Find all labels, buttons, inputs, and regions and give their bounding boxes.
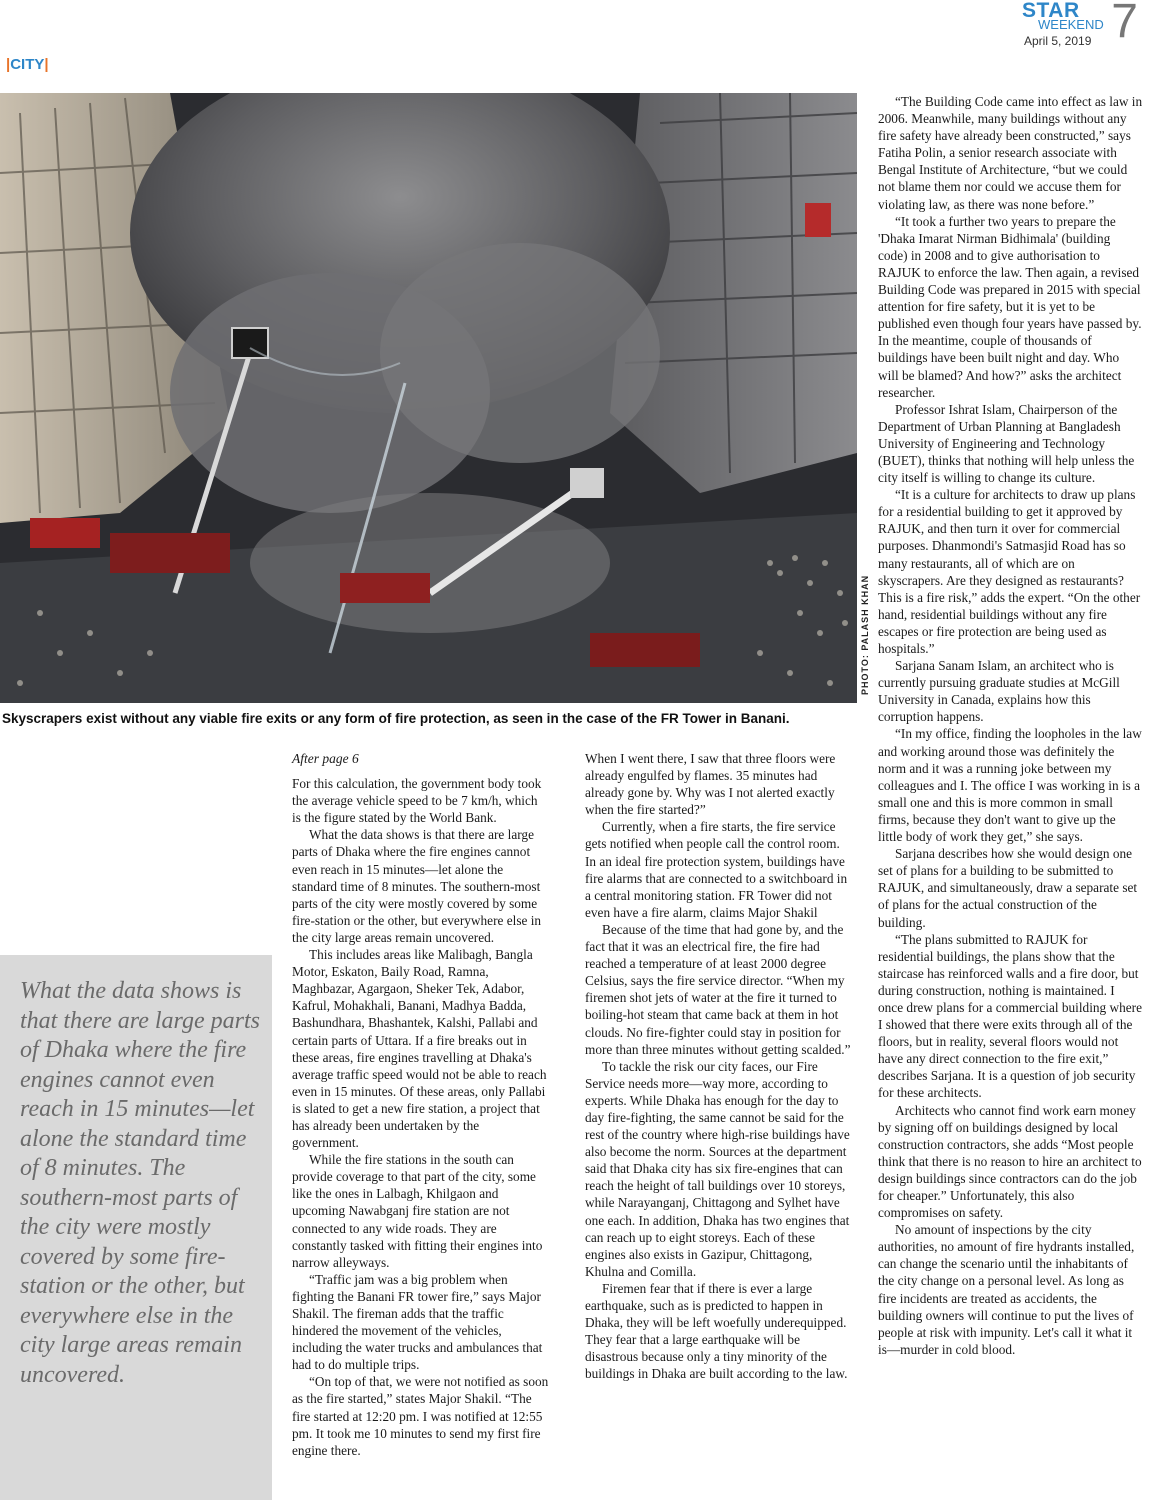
- section-bar-right: |: [44, 56, 49, 73]
- article-paragraph: To tackle the risk our city faces, our Fire Service needs more—way more, according to experts. While Dhaka has enough for the day to day fire-fighting, the same cannot be said for the rest of the country where high-rise buildings have also become the norm. Sources at the department said that Dhaka city has six fire-engines that can reach the height of tall buildings over 10 storeys, while Narayanganj, Chittagong and Sylhet have one each. In addition, Dhaka has two engines that can reach up to eight storeys. Each of these engines also exists in Gazipur, Chittagong, Khulna and Comilla.: [585, 1058, 850, 1279]
- article-paragraph: Sarjana Sanam Islam, an architect who is currently pursuing graduate studies at McGill University in Canada, explains how this corruption happens.: [878, 658, 1120, 725]
- article-paragraph: For this calculation, the government body took the average vehicle speed to be 7 km/h, which is the figure stated by the World Bank.: [292, 776, 542, 826]
- article-column-1: [292, 750, 549, 1459]
- issue-date: April 5, 2019: [1024, 34, 1092, 48]
- masthead: [1020, 0, 1140, 52]
- fire-truck-4: [590, 633, 700, 667]
- article-paragraph: “It is a culture for architects to draw up plans for a residential building to get it approved by RAJUK, and then turn it over for commercial purposes. Dhanmondi's Satmasjid Road has so many restaurants, all of which are on skyscrapers. Are they designed as restaurants? This is a fire risk,” adds the expert. “On the other hand, residential buildings without any fire escapes or fire protection are being used as hospitals.”: [878, 487, 1141, 656]
- masthead-star-logo: STAR: [1022, 0, 1080, 22]
- smoke-street: [250, 493, 610, 633]
- photo-credit-text: PHOTO: PALASH KHAN: [860, 574, 870, 695]
- article-paragraph: “In my office, finding the loopholes in the law and working around those was definitely the norm and it was a running joke between my colleagues and I. The office I was working in is a small one and this is more common in small firms, because they don't want to give up the little body of work they get,” she says.: [878, 726, 1142, 845]
- article-column-3: [878, 93, 1143, 1358]
- fire-truck-2: [110, 533, 230, 573]
- article-paragraph: Because of the time that had gone by, and the fact that it was an electrical fire, the fire had reached a temperature of at least 2000 degree Celsius, says the fire service director. “When my firemen shot jets of water at the fire it turned to boiling-hot steam that came back at them in hot clouds. No fire-fighter could stay in position for more than three minutes without getting scalded.”: [585, 921, 851, 1057]
- pull-quote-text: What the data shows is that there are large parts of Dhaka where the fire engines cannot even reach in 15 minutes—let alone the standard time of 8 minutes. The southern-most parts of the city were mostly covered by some fire-station or the other, but everywhere else in the city large areas remain uncovered.: [20, 978, 260, 1388]
- article-paragraph: This includes areas like Malibagh, Bangla Motor, Eskaton, Baily Road, Ramna, Maghbazar, Agargaon, Sheker Tek, Adabor, Kafrul, Mohakhali, Banani, Madhya Badda, Bashundhara, Bhashantek, Kalshi, Pallabi and certain parts of Uttara. If a fire breaks out in these areas, fire engines travelling at Dhaka's average traffic speed would not be able to reach even in 15 minutes. Of these areas, only Pallabi is slated to get a new fire station, a project that has already been undertaken by the government.: [292, 947, 547, 1151]
- article-paragraph: When I went there, I saw that three floors were already engulfed by flames. 35 minutes had already gone by. Why was I not alerted exactly when the fire started?”: [585, 751, 836, 818]
- article-paragraph: Sarjana describes how she would design one set of plans for a building to be submitted to RAJUK, and simultaneously, draw a separate set of plans for the actual construction of the building.: [878, 846, 1138, 930]
- ladder-left-bucket: [232, 328, 268, 358]
- continued-from-label: After page 6: [292, 751, 359, 766]
- fire-truck-1: [30, 518, 100, 548]
- photo-credit: [855, 574, 873, 700]
- fire-truck-3: [340, 573, 430, 603]
- pull-quote: [0, 955, 272, 1500]
- article-paragraph: Currently, when a fire starts, the fire service gets notified when people call the control room. In an ideal fire protection system, buildings have fire alarms that are connected to a switchboard in a central monitoring station. FR Tower did not even have a fire alarm, claims Major Shakil: [585, 819, 848, 920]
- article-paragraph: “On top of that, we were not notified as soon as the fire started,” states Major Shakil. “The fire started at 12:20 pm. I was notified at 12:55 pm. It took me 10 minutes to send my first fire engine there.: [292, 1374, 549, 1458]
- ladder-right-bucket: [570, 468, 604, 498]
- smoke-right: [380, 243, 660, 463]
- article-paragraph: Architects who cannot find work earn money by signing off on buildings designed by local construction contractors, she adds “Most people think that there is no reason to hire an architect to design buildings since contractors can do the job for cheaper.” Unfortunately, this also compromises on safety.: [878, 1102, 1142, 1221]
- article-paragraph: No amount of inspections by the city authorities, no amount of fire hydrants installed, can change the scenario until the inhabitants of the city change on a personal level. As long as fire incidents are treated as accidents, the building owners will continue to put the lives of people at risk with impunity. Let's call it what it is—murder in cold blood.: [878, 1222, 1135, 1357]
- section-label: CITY: [10, 56, 45, 73]
- article-column-2: [585, 750, 853, 1382]
- fire-scene-illustration: [0, 93, 857, 703]
- fire-photo: [0, 93, 857, 703]
- section-tag: [6, 56, 49, 73]
- article-paragraph: Professor Ishrat Islam, Chairperson of the Department of Urban Planning at Bangladesh University of Engineering and Technology (BUET), thinks that nothing will help unless the city itself is willing to change its culture.: [878, 401, 1135, 486]
- article-paragraph: “Traffic jam was a big problem when fighting the Banani FR tower fire,” says Major Shakil. The fireman adds that the traffic hindered the movement of the vehicles, including the water trucks and ambulances that had to do multiple trips.: [292, 1271, 543, 1373]
- masthead-weekend-label: WEEKEND: [1038, 17, 1104, 32]
- article-paragraph: What the data shows is that there are large parts of Dhaka where the fire engines cannot even reach in 15 minutes—let alone the standard time of 8 minutes. The southern-most parts of the city were mostly covered by some fire-station or the other, but everywhere else in the city large areas remain uncovered.: [292, 827, 542, 945]
- section-bar-left: |: [6, 56, 11, 73]
- article-paragraph: While the fire stations in the south can provide coverage to that part of the city, some like the ones in Lalbagh, Khilgaon and upcoming Nawabganj fire station are not connected to any wide roads. They are constantly tasked with fitting their engines into narrow alleyways.: [292, 1152, 543, 1270]
- red-sign: [805, 203, 831, 237]
- article-paragraph: Firemen fear that if there is ever a large earthquake, such as is predicted to happen in Dhaka, they will be left woefully underequipped. They fear that a large earthquake will be disastrous because only a tiny minority of the buildings in Dhaka are built according to the law.: [585, 1280, 848, 1382]
- page-number: 7: [1111, 0, 1138, 48]
- photo-caption: Skyscrapers exist without any viable fire exits or any form of fire protection, as seen in the case of the FR Tower in Banani.: [2, 711, 790, 726]
- article-paragraph: “The plans submitted to RAJUK for residential buildings, the plans show that the staircase has reinforced walls and a fire door, but during construction, nothing is maintained. I once drew plans for a commercial building where I showed that there were exits through all of the floors, but in reality, several floors would not have any direct connection to the fire exit,” describes Sarjana. It is a question of job security for these architects.: [878, 931, 1142, 1101]
- article-paragraph: “The Building Code came into effect as law in 2006. Meanwhile, many buildings without any fire safety have already been constructed,” says Fatiha Polin, a senior research associate with Bengal Institute of Architecture, “but we could not blame them nor could we accuse them for violating law, as there was none before.”: [878, 94, 1143, 212]
- article-paragraph: “It took a further two years to prepare the 'Dhaka Imarat Nirman Bidhimala' (building code) in 2008 and to give authorisation to RAJUK to enforce the law. Then again, a revised Building Code was prepared in 2015 with special attention for fire safety, but it is yet to be published even though four years have passed by. In the meantime, couple of thousands of buildings have been built night and day. Who will be blamed? And how?” asks the architect researcher.: [878, 213, 1142, 400]
